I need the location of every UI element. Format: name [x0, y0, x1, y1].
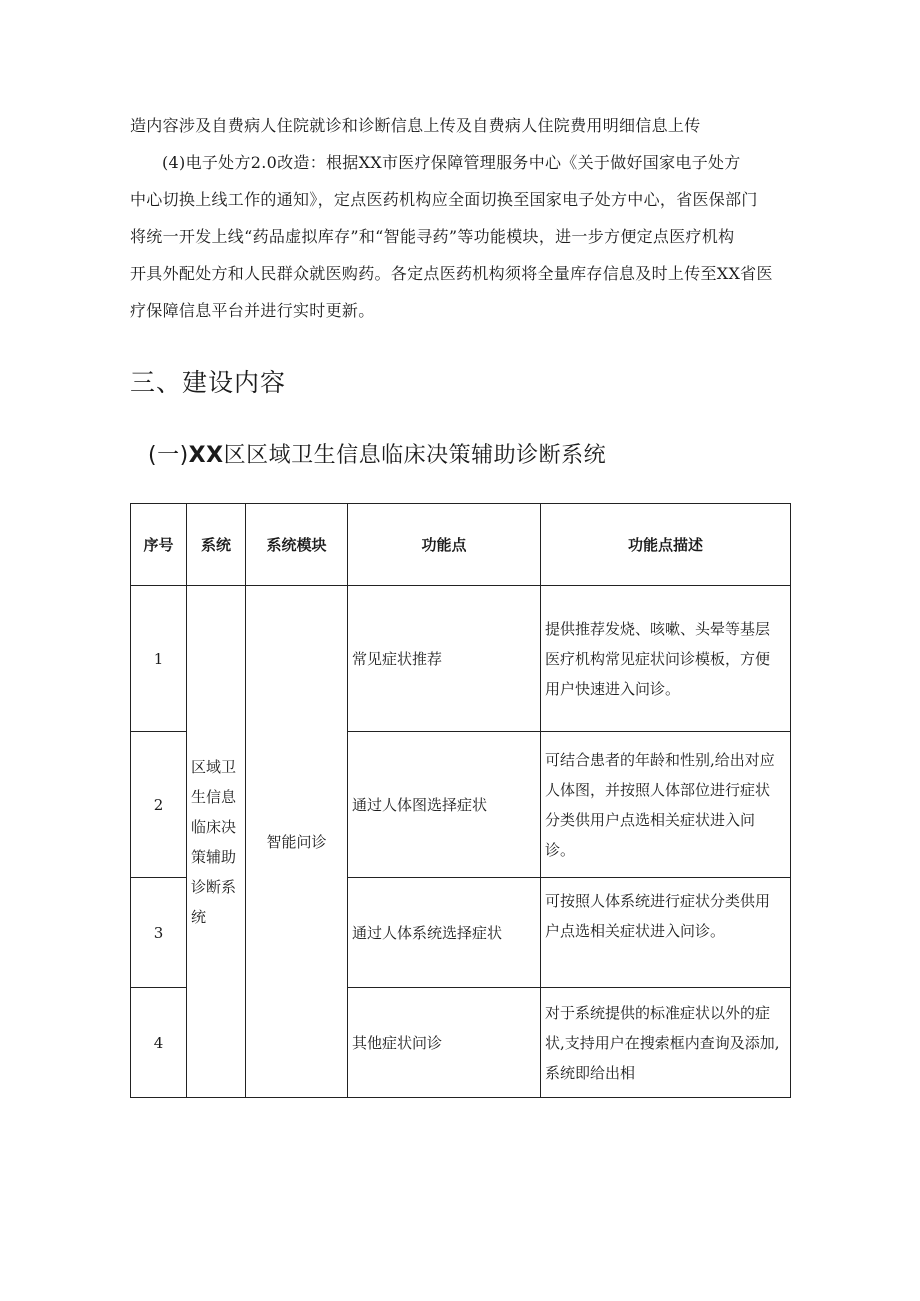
row-description: 可按照人体系统进行症状分类供用户点选相关症状进入问诊。 [541, 878, 791, 988]
header-no: 序号 [131, 504, 187, 586]
header-description: 功能点描述 [541, 504, 791, 586]
paragraph-line-1: 造内容涉及自费病人住院就诊和诊断信息上传及自费病人住院费用明细信息上传 [130, 116, 701, 135]
row-feature: 通过人体图选择症状 [348, 732, 541, 878]
paragraph-line-2: (4)电子处方2.0改造：根据XX市医疗保障管理服务中心《关于做好国家电子处方 [162, 153, 741, 172]
header-module: 系统模块 [246, 504, 348, 586]
subheading-bold: XX [188, 443, 224, 468]
subheading-rest: 区区域卫生信息临床决策辅助诊断系统 [223, 443, 607, 468]
row-description: 提供推荐发烧、咳嗽、头晕等基层医疗机构常见症状问诊模板，方便用户快速进入问诊。 [541, 586, 791, 732]
paragraph-line-4: 将统一开发上线“药品虚拟库存”和“智能寻药”等功能模块，进一步方便定点医疗机构 [130, 227, 735, 246]
header-feature: 功能点 [348, 504, 541, 586]
paragraph-line-5: 开具外配处方和人民群众就医购药。各定点医药机构须将全量库存信息及时上传至XX省医 [130, 264, 773, 283]
row-description: 可结合患者的年龄和性别,给出对应人体图，并按照人体部位进行症状分类供用户点选相关症状进入问诊。 [541, 732, 791, 878]
table-header-row [131, 504, 791, 586]
table-row [131, 586, 791, 732]
feature-table [130, 503, 791, 1098]
module-name-cell: 智能问诊 [246, 586, 348, 1098]
row-no: 2 [131, 732, 187, 878]
row-feature: 其他症状问诊 [348, 988, 541, 1098]
row-no: 4 [131, 988, 187, 1098]
paragraph-line-6: 疗保障信息平台并进行实时更新。 [130, 301, 375, 320]
header-system: 系统 [187, 504, 246, 586]
row-feature: 通过人体系统选择症状 [348, 878, 541, 988]
subheading-prefix: (一) [148, 443, 189, 468]
row-no: 1 [131, 586, 187, 732]
paragraph-line-3: 中心切换上线工作的通知》，定点医药机构应全面切换至国家电子处方中心，省医保部门 [130, 190, 758, 209]
section-heading: 三、建设内容 [130, 368, 287, 397]
row-no: 3 [131, 878, 187, 988]
row-feature: 常见症状推荐 [348, 586, 541, 732]
system-name-cell: 区域卫生信息临床决策辅助诊断系统 [187, 586, 246, 1098]
row-description: 对于系统提供的标准症状以外的症状,支持用户在搜索框内查询及添加,系统即给出相 [541, 988, 791, 1098]
subsection-heading [148, 440, 606, 472]
